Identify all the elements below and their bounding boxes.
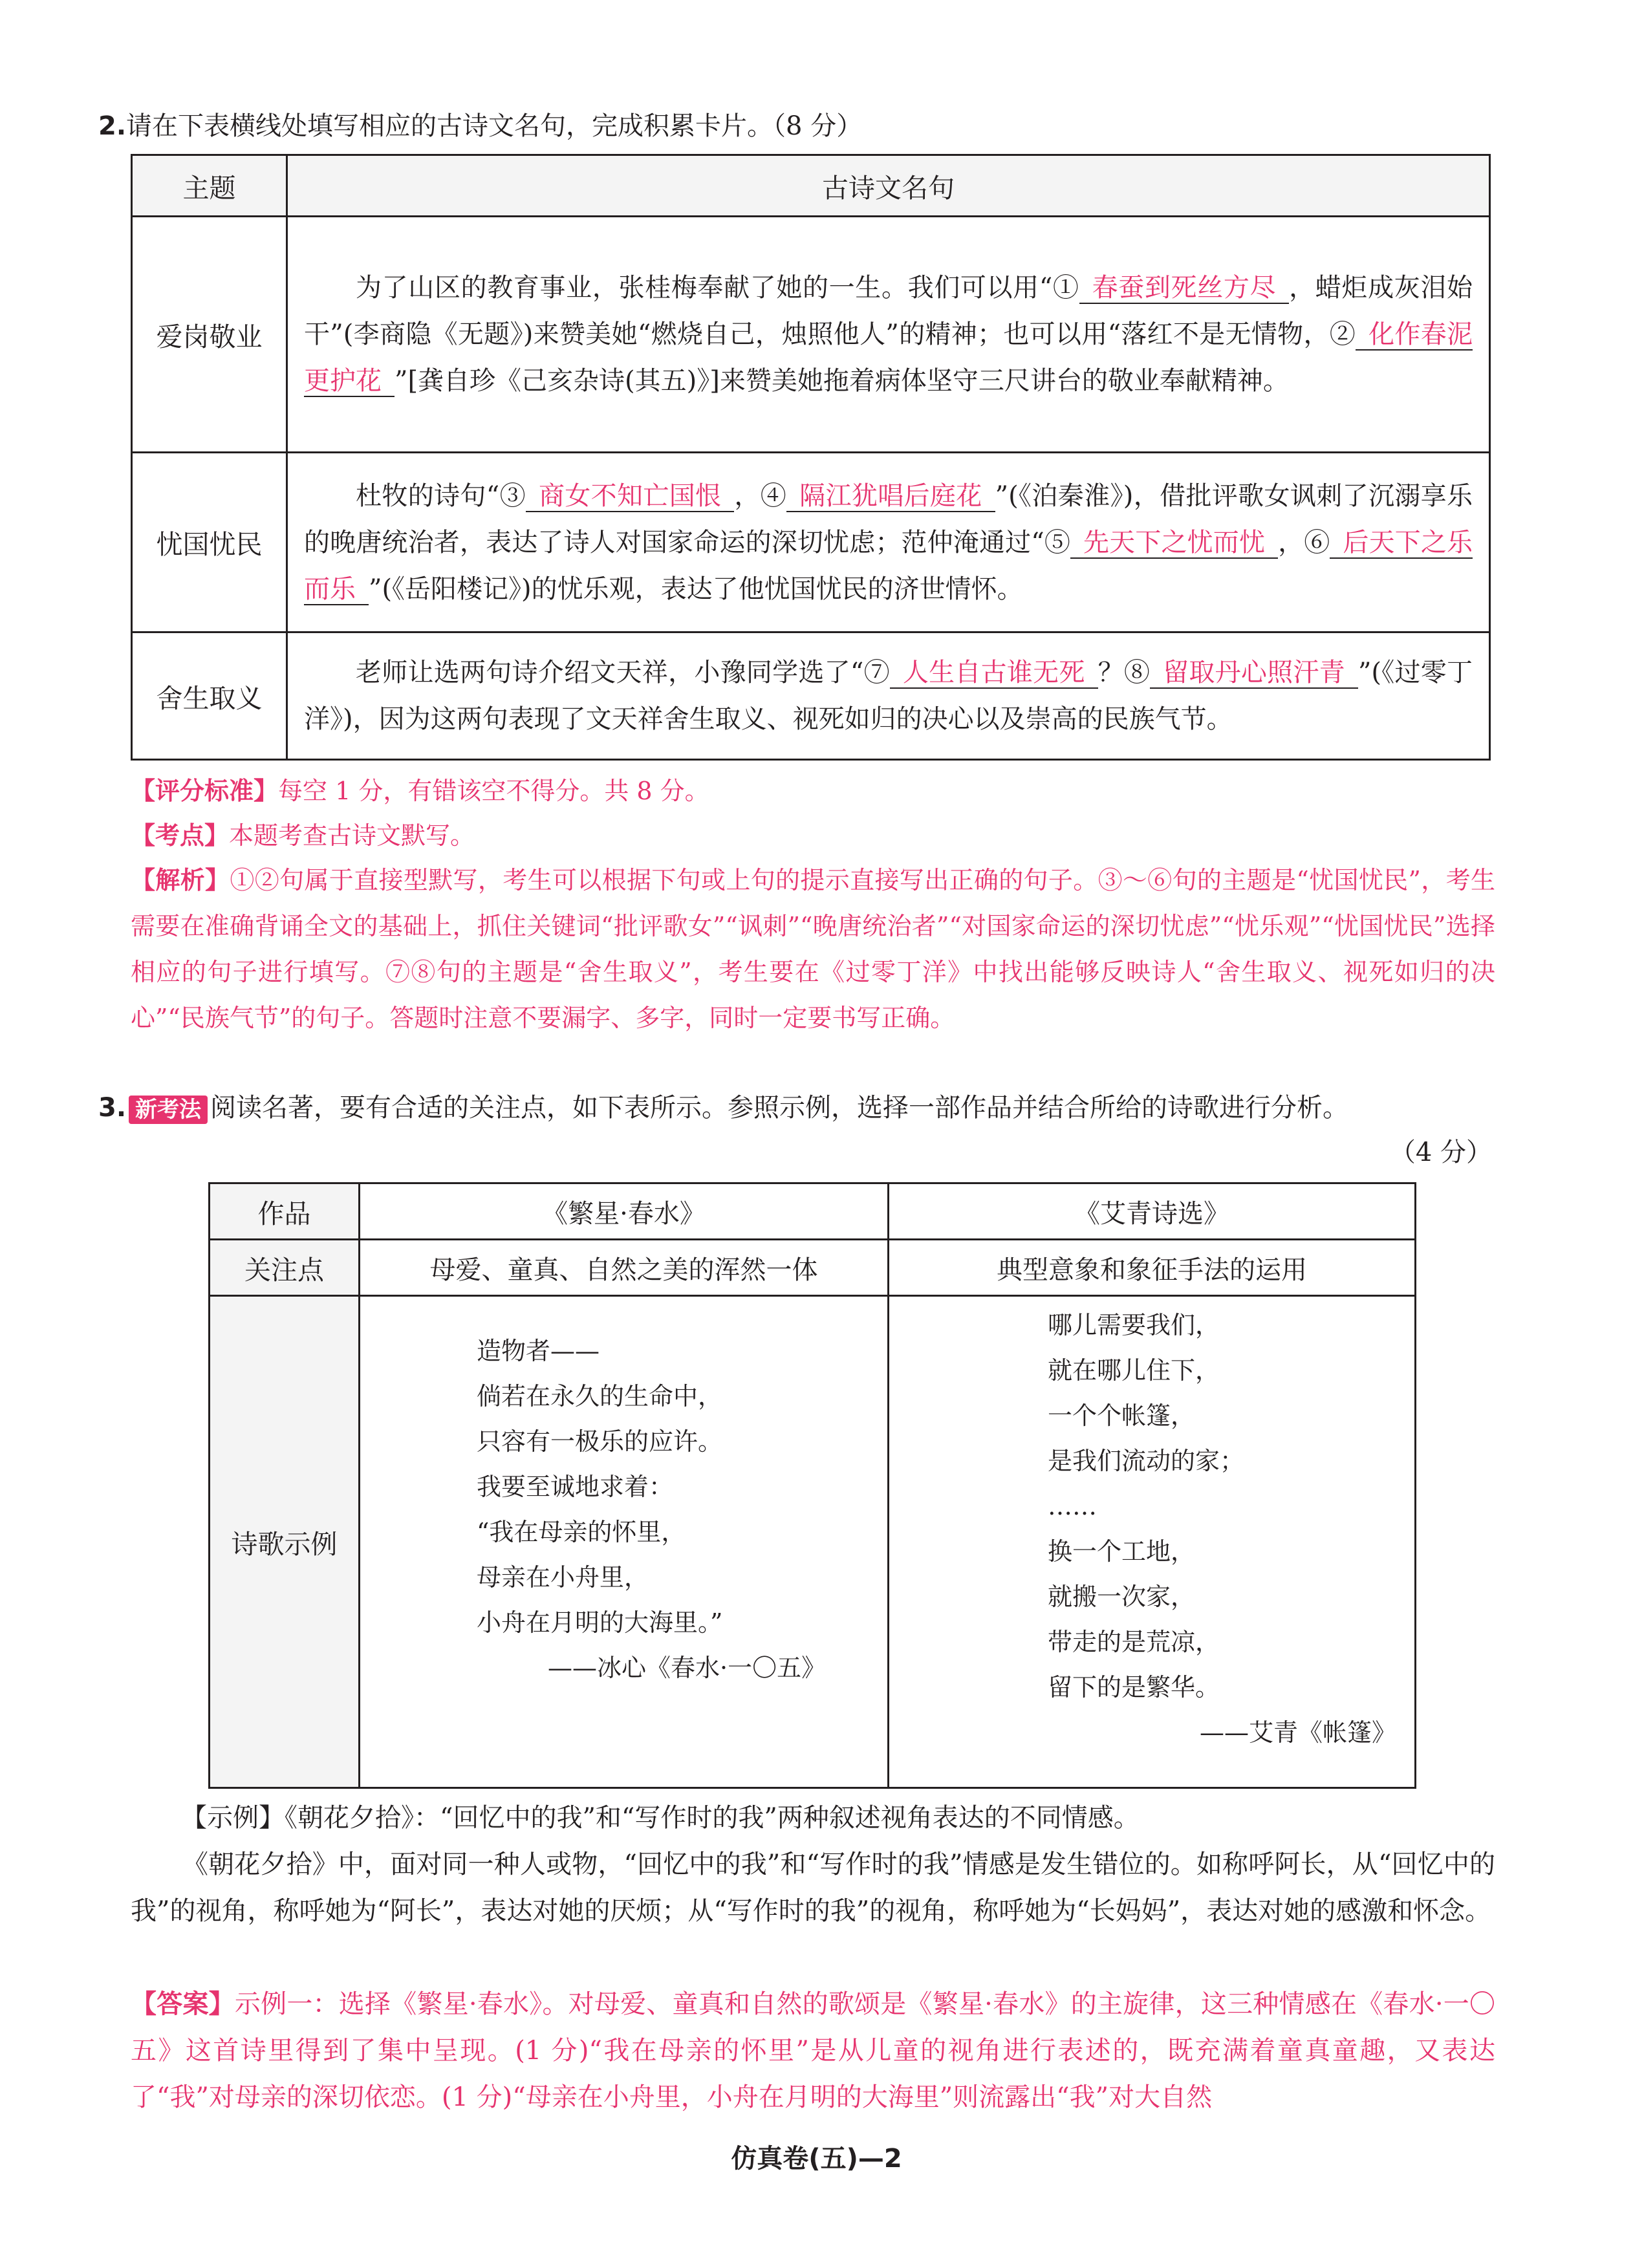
text-segment: ，⑥ [1278, 527, 1330, 557]
poem-line: 只容有一极乐的应许。 [477, 1427, 723, 1456]
text-segment: 杜牧的诗句“③ [356, 481, 526, 511]
answer-blank: 隔江犹唱后庭花 [786, 481, 995, 512]
table-row [210, 1296, 1416, 1788]
poem-line: “我在母亲的怀里， [477, 1518, 686, 1546]
q3-score: （4 分） [1389, 1138, 1492, 1167]
row-label-focus: 关注点 [210, 1240, 360, 1296]
poem-line: 留下的是繁华。 [1048, 1673, 1220, 1701]
q3-number: 3. [98, 1093, 127, 1123]
work-2: 《艾青诗选》 [889, 1183, 1416, 1240]
poem-line: 换一个工地， [1048, 1537, 1196, 1566]
q3-table [208, 1182, 1416, 1789]
poem-cell-2 [889, 1296, 1416, 1788]
answer-blank: 春蚕到死丝方尽 [1079, 273, 1290, 304]
answer-blank: 化作春泥更护花 [304, 319, 1473, 396]
poem-line: 就搬一次家， [1048, 1582, 1196, 1611]
q2-content [287, 453, 1490, 632]
work-1: 《繁星·春水》 [360, 1183, 889, 1240]
text-segment: ？⑧ [1098, 658, 1151, 687]
q2-header-quotes: 古诗文名句 [287, 155, 1490, 217]
poem-line: …… [1048, 1492, 1097, 1520]
poem-line: 是我们流动的家； [1048, 1447, 1245, 1475]
criteria-tag: 【评分标准】 [131, 777, 279, 805]
q2-header-theme: 主题 [132, 155, 287, 217]
answer-text: 示例一：选择《繁星·春水》。对母爱、童真和自然的歌颂是《繁星·春水》的主旋律，这三种情感在《春水·一〇五》这首诗里得到了集中呈现。(1 分)“我在母亲的怀里”是从儿童的视角进行表述的，既充满着童真童趣，又表达了“我”对母亲的深切依恋。(1 分)“母亲在小舟里，小舟在月明的大海里”则流露出“我”对大自然 [131, 1989, 1496, 2112]
new-method-tag: 新考法 [129, 1096, 208, 1124]
q3-stem: 阅读名著，要有合适的关注点，如下表所示。参照示例，选择一部作品并结合所给的诗歌进行分析。 [210, 1093, 1349, 1123]
table-row [132, 453, 1490, 632]
q2-theme: 舍生取义 [132, 632, 287, 760]
q2-point [131, 813, 1495, 859]
focus-1: 母爱、童真、自然之美的浑然一体 [360, 1240, 889, 1296]
text-segment: ”[龚自珍《己亥杂诗(其五)》]来赞美她拖着病体坚守三尺讲台的敬业奉献精神。 [395, 366, 1289, 396]
q3-example-body: 《朝花夕拾》中，面对同一种人或物，“回忆中的我”和“写作时的我”情感是发生错位的。如称呼阿长，从“回忆中的我”的视角，称呼她为“阿长”，表达对她的厌烦；从“写作时的我”的视角，称呼她为“长妈妈”，表达对她的感激和怀念。 [131, 1850, 1495, 1926]
poem-line: 小舟在月明的大海里。” [477, 1608, 723, 1637]
q3-example-title [181, 1795, 1495, 1841]
focus-2: 典型意象和象征手法的运用 [889, 1240, 1416, 1296]
poem-line: 倘若在永久的生命中， [477, 1382, 723, 1410]
answer-blank: 商女不知亡国恨 [526, 481, 734, 512]
poem-line: 就在哪儿住下， [1048, 1356, 1220, 1385]
q2-analysis [131, 858, 1495, 1041]
poem-line: 造物者—— [477, 1337, 600, 1365]
q2-content [287, 217, 1490, 453]
table-row [132, 632, 1490, 760]
criteria-text: 每空 1 分，有错该空不得分。共 8 分。 [278, 777, 709, 805]
text-segment: ”(《泊秦淮》)，借批评歌女讽刺了沉溺享乐的晚唐统治者，表达了诗人对国家命运的深切忧虑；范仲淹通过“⑤ [304, 481, 1473, 557]
poem-line: 一个个帐篷， [1048, 1401, 1196, 1430]
example-tag: 【示例】 [181, 1803, 285, 1833]
table-row [210, 1183, 1416, 1240]
q2-theme: 忧国忧民 [132, 453, 287, 632]
row-label-work: 作品 [210, 1183, 360, 1240]
text-segment: ，蜡炬成灰泪始干”(李商隐《无题》)来赞美她“燃烧自己，烛照他人”的精神；也可以用“落红不是无情物，② [304, 273, 1473, 349]
text-segment: 为了山区的教育事业，张桂梅奉献了她的一生。我们可以用“① [356, 273, 1079, 303]
table-row [132, 217, 1490, 453]
row-label-poem: 诗歌示例 [210, 1296, 360, 1788]
poem-line: 母亲在小舟里， [477, 1563, 649, 1592]
page-footer: 仿真卷(五)—2 [731, 2144, 902, 2174]
text-segment: ”(《岳阳楼记》)的忧乐观，表达了他忧国忧民的济世情怀。 [369, 574, 1023, 604]
q2-theme: 爱岗敬业 [132, 217, 287, 453]
q2-number: 2. [98, 111, 127, 141]
q2-content [287, 632, 1490, 760]
answer-blank: 后天下之乐而乐 [304, 527, 1473, 604]
poem-source: ——艾青《帐篷》 [1200, 1718, 1397, 1747]
poem-line: 哪儿需要我们， [1048, 1311, 1220, 1339]
q2-table-header [132, 155, 1490, 217]
q3-answer [131, 1981, 1495, 2121]
poem-source: ——冰心《春水·一〇五》 [548, 1654, 827, 1682]
text-segment: ，④ [734, 481, 787, 511]
q2-table [131, 154, 1491, 761]
text-segment: ”(《过零丁洋》)，因为这两句表现了文天祥舍生取义、视死如归的决心以及崇高的民族气节。 [304, 658, 1473, 734]
poem-2 [889, 1302, 1414, 1781]
point-text: 本题考查古诗文默写。 [229, 821, 475, 850]
analysis-tag: 【解析】 [131, 866, 230, 894]
answer-blank: 人生自古谁无死 [890, 658, 1098, 689]
poem-line: 带走的是荒凉， [1048, 1628, 1220, 1656]
q2-stem-line [98, 107, 862, 146]
answer-blank: 先天下之忧而忧 [1070, 528, 1278, 559]
example-title: 《朝花夕拾》：“回忆中的我”和“写作时的我”两种叙述视角表达的不同情感。 [285, 1803, 1140, 1833]
q2-criteria [131, 768, 1495, 814]
answer-tag: 【答案】 [131, 1989, 235, 2019]
poem-1 [360, 1302, 887, 1781]
text-segment: 老师让选两句诗介绍文天祥，小豫同学选了“⑦ [356, 658, 890, 687]
q2-stem: 请在下表横线处填写相应的古诗文名句，完成积累卡片。（8 分） [126, 111, 863, 141]
q3-stem-line [98, 1088, 1495, 1127]
poem-cell-1 [360, 1296, 889, 1788]
point-tag: 【考点】 [131, 821, 230, 850]
analysis-text: ①②句属于直接型默写，考生可以根据下句或上句的提示直接写出正确的句子。③～⑥句的主题是“忧国忧民”，考生需要在准确背诵全文的基础上，抓住关键词“批评歌女”“讽刺”“晚唐统治者”“对国家命运的深切忧虑”“忧乐观”“忧国忧民”选择相应的句子进行填写。⑦⑧句的主题是“舍生取义”，考生要在《过零丁洋》中找出能够反映诗人“舍生取义、视死如归的决心”“民族气节”的句子。答题时注意不要漏字、多字，同时一定要书写正确。 [131, 866, 1495, 1032]
poem-line: 我要至诚地求着： [477, 1473, 674, 1501]
answer-blank: 留取丹心照汗青 [1150, 658, 1358, 689]
table-row [210, 1240, 1416, 1296]
